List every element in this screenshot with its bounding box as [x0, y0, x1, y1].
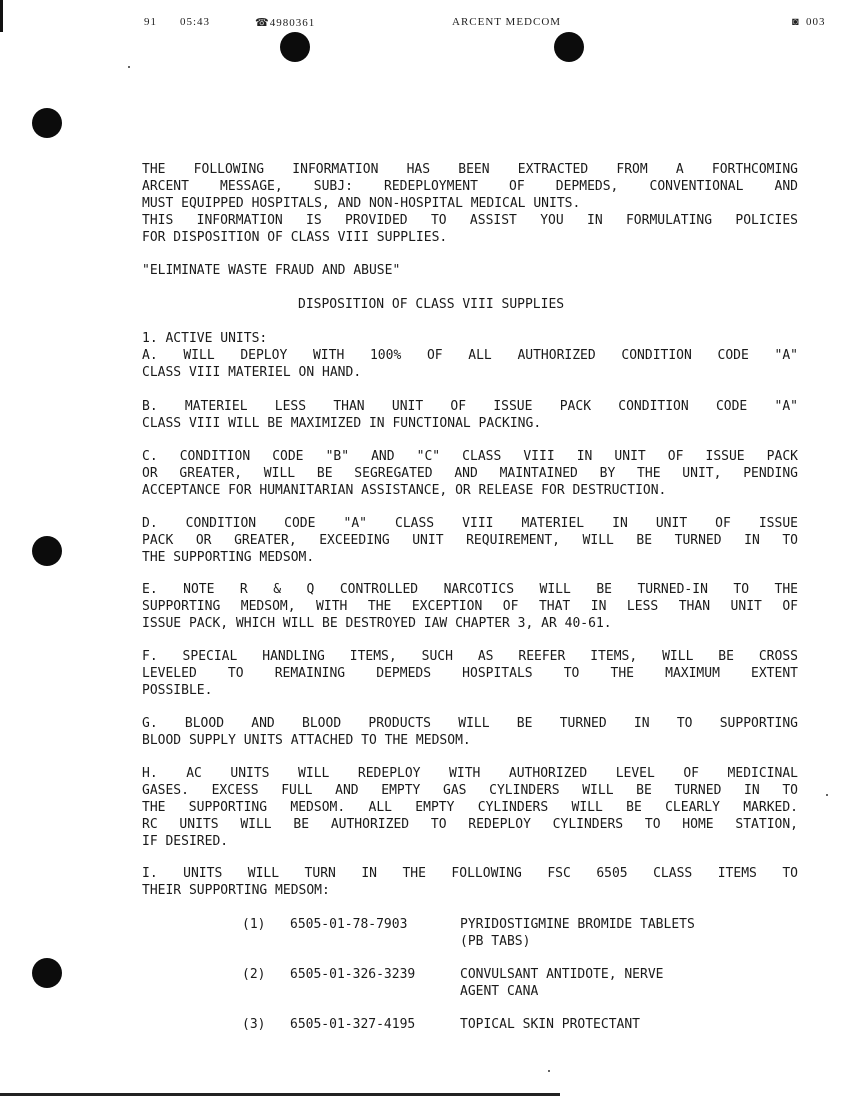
paragraph-line: F. SPECIAL HANDLING ITEMS, SUCH AS REEFER ITEMS, WILL BE CROSS — [142, 649, 798, 664]
paragraph-line: I. UNITS WILL TURN IN THE FOLLOWING FSC 6505 CLASS ITEMS TO — [142, 866, 798, 881]
paragraph-line: RC UNITS WILL BE AUTHORIZED TO REDEPLOY CYLINDERS TO HOME STATION, — [142, 817, 798, 832]
fax-time: 05:43 — [180, 16, 211, 28]
paragraph-line: D. CONDITION CODE "A" CLASS VIII MATERIEL IN UNIT OF ISSUE — [142, 516, 798, 531]
slogan: "ELIMINATE WASTE FRAUD AND ABUSE" — [142, 263, 401, 278]
paragraph-line: THE SUPPORTING MEDSOM. ALL EMPTY CYLINDERS WILL BE CLEARLY MARKED. — [142, 800, 798, 815]
item-nsn: 6505-01-327-4195 — [290, 1017, 416, 1032]
paragraph-line: H. AC UNITS WILL REDEPLOY WITH AUTHORIZED LEVEL OF MEDICINAL — [142, 766, 798, 781]
intro-line: FOR DISPOSITION OF CLASS VIII SUPPLIES. — [142, 230, 448, 245]
paragraph-line: SUPPORTING MEDSOM, WITH THE EXCEPTION OF THAT IN LESS THAN UNIT OF — [142, 599, 798, 614]
paragraph-line: G. BLOOD AND BLOOD PRODUCTS WILL BE TURNED IN TO SUPPORTING — [142, 716, 798, 731]
item-number: (3) — [242, 1017, 266, 1032]
paragraph-line: POSSIBLE. — [142, 683, 213, 698]
fax-page-icon: ◙ — [792, 16, 800, 28]
paragraph-line: THE SUPPORTING MEDSOM. — [142, 550, 315, 565]
paragraph-line: E. NOTE R & Q CONTROLLED NARCOTICS WILL BE TURNED-IN TO THE — [142, 582, 798, 597]
paragraph-line: THEIR SUPPORTING MEDSOM: — [142, 883, 330, 898]
item-nsn: 6505-01-78-7903 — [290, 917, 408, 932]
paragraph-line: B. MATERIEL LESS THAN UNIT OF ISSUE PACK CONDITION CODE "A" — [142, 399, 798, 414]
paragraph-line: ACCEPTANCE FOR HUMANITARIAN ASSISTANCE, OR RELEASE FOR DESTRUCTION. — [142, 483, 667, 498]
fax-sender: ARCENT MEDCOM — [452, 16, 562, 28]
section-title: 1. ACTIVE UNITS: — [142, 331, 268, 346]
intro-line: ARCENT MESSAGE, SUBJ: REDEPLOYMENT OF DEPMEDS, CONVENTIONAL AND — [142, 179, 798, 194]
paragraph-line: ISSUE PACK, WHICH WILL BE DESTROYED IAW CHAPTER 3, AR 40-61. — [142, 616, 612, 631]
item-description: TOPICAL SKIN PROTECTANT — [460, 1017, 641, 1032]
bottom-rule — [0, 1093, 560, 1096]
item-description: PYRIDOSTIGMINE BROMIDE TABLETS — [460, 917, 695, 932]
intro-line: MUST EQUIPPED HOSPITALS, AND NON-HOSPITAL MEDICAL UNITS. — [142, 196, 581, 211]
intro-line: THE FOLLOWING INFORMATION HAS BEEN EXTRACTED FROM A FORTHCOMING — [142, 162, 798, 177]
item-description: (PB TABS) — [460, 934, 531, 949]
paragraph-line: A. WILL DEPLOY WITH 100% OF ALL AUTHORIZED CONDITION CODE "A" — [142, 348, 798, 363]
fax-phone: ☎4980361 — [255, 17, 316, 29]
intro-line: THIS INFORMATION IS PROVIDED TO ASSIST YOU IN FORMULATING POLICIES — [142, 213, 798, 228]
paragraph-line: GASES. EXCESS FULL AND EMPTY GAS CYLINDERS WILL BE TURNED IN TO — [142, 783, 798, 798]
paragraph-line: PACK OR GREATER, EXCEEDING UNIT REQUIREMENT, WILL BE TURNED IN TO — [142, 533, 798, 548]
fax-page: 003 — [806, 16, 826, 28]
paragraph-line: CLASS VIII MATERIEL ON HAND. — [142, 365, 362, 380]
item-number: (2) — [242, 967, 266, 982]
paragraph-line: OR GREATER, WILL BE SEGREGATED AND MAINTAINED BY THE UNIT, PENDING — [142, 466, 798, 481]
fax-date: 91 — [144, 16, 157, 28]
section-heading: DISPOSITION OF CLASS VIII SUPPLIES — [298, 297, 565, 312]
paragraph-line: LEVELED TO REMAINING DEPMEDS HOSPITALS TO THE MAXIMUM EXTENT — [142, 666, 798, 681]
paragraph-line: BLOOD SUPPLY UNITS ATTACHED TO THE MEDSOM. — [142, 733, 471, 748]
item-description: CONVULSANT ANTIDOTE, NERVE — [460, 967, 664, 982]
item-nsn: 6505-01-326-3239 — [290, 967, 416, 982]
item-number: (1) — [242, 917, 266, 932]
paragraph-line: C. CONDITION CODE "B" AND "C" CLASS VIII IN UNIT OF ISSUE PACK — [142, 449, 798, 464]
paragraph-line: CLASS VIII WILL BE MAXIMIZED IN FUNCTIONAL PACKING. — [142, 416, 542, 431]
paragraph-line: IF DESIRED. — [142, 834, 229, 849]
item-description: AGENT CANA — [460, 984, 539, 999]
